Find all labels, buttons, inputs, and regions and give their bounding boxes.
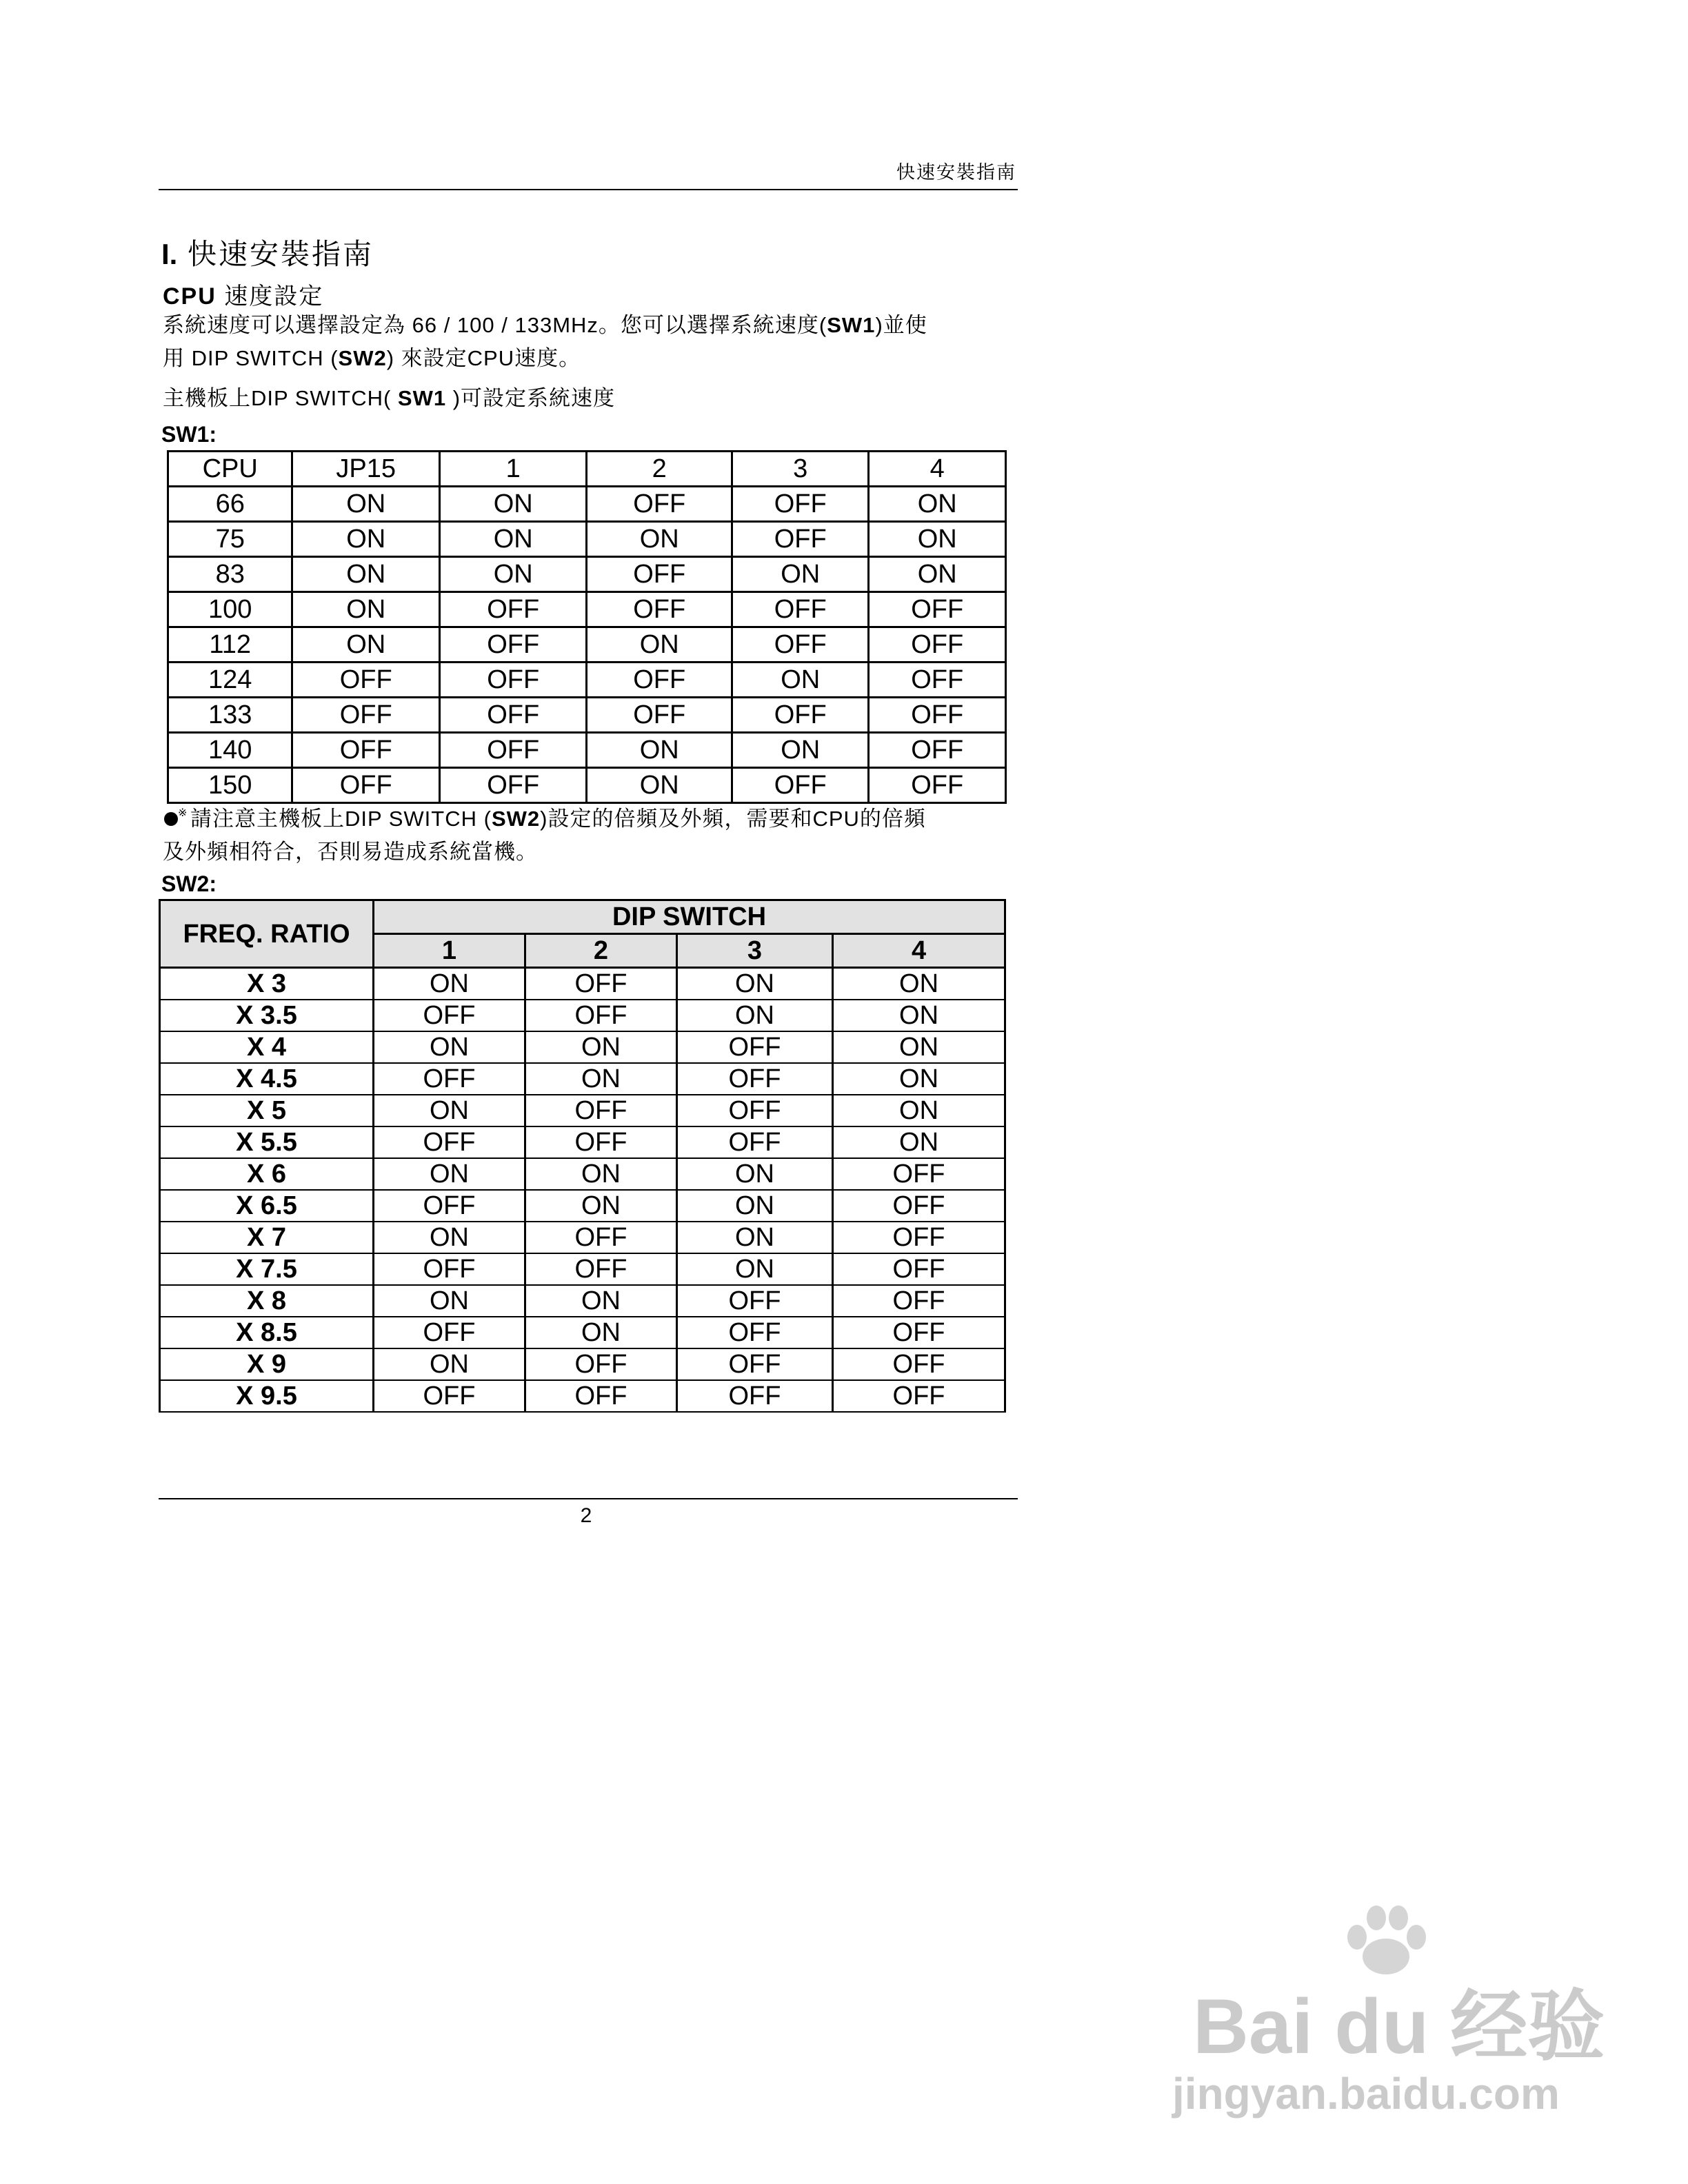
cpu-speed-cell: 124: [168, 663, 292, 698]
switch-state-cell: ON: [292, 487, 440, 522]
switch-state-cell: OFF: [677, 1285, 833, 1317]
watermark-url: jingyan.baidu.com: [1172, 2069, 1560, 2119]
switch-state-cell: OFF: [732, 522, 868, 557]
switch-number-header: 4: [833, 934, 1005, 968]
freq-ratio-cell: X 4.5: [160, 1063, 374, 1095]
freq-ratio-cell: X 5: [160, 1095, 374, 1126]
intro-line-1: [163, 309, 1018, 342]
switch-state-cell: ON: [833, 1063, 1005, 1095]
switch-state-cell: ON: [439, 557, 587, 592]
header-rule: [159, 189, 1018, 190]
section-number: I.: [161, 238, 178, 270]
switch-state-cell: ON: [525, 1031, 677, 1063]
switch-state-cell: OFF: [677, 1126, 833, 1158]
switch-state-cell: ON: [677, 1222, 833, 1253]
switch-number-header: 2: [525, 934, 677, 968]
switch-state-cell: ON: [732, 733, 868, 768]
sw1-column-header: CPU: [168, 452, 292, 487]
switch-state-cell: OFF: [869, 698, 1006, 733]
intro-text: 系統速度可以選擇設定為 66 / 100 / 133MHz。您可以選擇系統速度(: [163, 313, 827, 337]
freq-ratio-cell: X 9: [160, 1348, 374, 1380]
sw2-label: SW2:: [161, 871, 217, 896]
intro-text: 主機板上DIP SWITCH(: [163, 386, 392, 410]
cpu-speed-cell: 140: [168, 733, 292, 768]
switch-state-cell: OFF: [833, 1285, 1005, 1317]
switch-state-cell: OFF: [587, 487, 732, 522]
cpu-speed-cell: 133: [168, 698, 292, 733]
intro-bold: SW1: [391, 386, 453, 410]
switch-state-cell: ON: [869, 557, 1006, 592]
switch-state-cell: OFF: [439, 733, 587, 768]
switch-state-cell: OFF: [833, 1190, 1005, 1222]
switch-state-cell: ON: [525, 1285, 677, 1317]
switch-state-cell: OFF: [439, 768, 587, 803]
switch-state-cell: ON: [439, 487, 587, 522]
table-row: [160, 1190, 1005, 1222]
note-line-1: [163, 802, 1018, 836]
table-row: [160, 1095, 1005, 1126]
sw1-header-row: [168, 452, 1006, 487]
switch-state-cell: ON: [292, 592, 440, 627]
freq-ratio-cell: X 9.5: [160, 1380, 374, 1412]
switch-state-cell: ON: [869, 487, 1006, 522]
cpu-speed-cell: 66: [168, 487, 292, 522]
freq-ratio-cell: X 3: [160, 968, 374, 1000]
table-row: [160, 1000, 1005, 1031]
cpu-speed-cell: 83: [168, 557, 292, 592]
cpu-speed-cell: 150: [168, 768, 292, 803]
switch-state-cell: ON: [833, 1126, 1005, 1158]
baidu-watermark: [1172, 1903, 1605, 2130]
switch-state-cell: ON: [374, 968, 525, 1000]
dip-switch-header: DIP SWITCH: [374, 900, 1005, 934]
switch-state-cell: OFF: [439, 592, 587, 627]
sw2-table: [159, 899, 1006, 1413]
freq-ratio-cell: X 6: [160, 1158, 374, 1190]
switch-state-cell: OFF: [869, 733, 1006, 768]
switch-state-cell: OFF: [833, 1253, 1005, 1285]
section-title-text: 快速安裝指南: [188, 238, 374, 270]
switch-state-cell: OFF: [374, 1380, 525, 1412]
table-row: [168, 592, 1006, 627]
sw1-column-header: 2: [587, 452, 732, 487]
switch-state-cell: OFF: [525, 1380, 677, 1412]
freq-ratio-cell: X 5.5: [160, 1126, 374, 1158]
intro-text: )可設定系統速度: [452, 386, 616, 410]
freq-ratio-header: FREQ. RATIO: [160, 900, 374, 968]
switch-state-cell: OFF: [374, 1253, 525, 1285]
switch-state-cell: ON: [374, 1285, 525, 1317]
running-header: 快速安裝指南: [896, 162, 1016, 183]
intro-line-2: [163, 342, 1018, 375]
note-bold: SW2: [491, 807, 541, 831]
sw2-header-row: [160, 900, 1005, 934]
switch-state-cell: OFF: [374, 1063, 525, 1095]
switch-state-cell: ON: [677, 1253, 833, 1285]
switch-state-cell: OFF: [292, 663, 440, 698]
table-row: [160, 1126, 1005, 1158]
switch-state-cell: OFF: [525, 1095, 677, 1126]
switch-state-cell: ON: [833, 1000, 1005, 1031]
freq-ratio-cell: X 7: [160, 1222, 374, 1253]
switch-state-cell: ON: [869, 522, 1006, 557]
switch-state-cell: OFF: [374, 1317, 525, 1348]
subheading-bold: CPU: [163, 283, 217, 310]
switch-state-cell: OFF: [869, 627, 1006, 663]
intro-text: ) 來設定CPU速度。: [386, 346, 581, 370]
switch-state-cell: ON: [587, 522, 732, 557]
switch-state-cell: OFF: [292, 733, 440, 768]
switch-state-cell: ON: [677, 1000, 833, 1031]
switch-state-cell: OFF: [587, 592, 732, 627]
switch-state-cell: OFF: [732, 768, 868, 803]
sw1-column-header: 3: [732, 452, 868, 487]
switch-state-cell: OFF: [732, 487, 868, 522]
table-row: [160, 1031, 1005, 1063]
note-line-2: 及外頻相符合，否則易造成系統當機。: [163, 840, 538, 864]
switch-state-cell: OFF: [833, 1317, 1005, 1348]
switch-state-cell: OFF: [869, 663, 1006, 698]
freq-ratio-cell: X 3.5: [160, 1000, 374, 1031]
switch-state-cell: OFF: [833, 1158, 1005, 1190]
watermark-brand: Bai du 经验: [1193, 1983, 1605, 2070]
switch-state-cell: OFF: [374, 1190, 525, 1222]
switch-state-cell: ON: [677, 1158, 833, 1190]
switch-state-cell: ON: [374, 1031, 525, 1063]
table-row: [160, 1285, 1005, 1317]
switch-state-cell: OFF: [587, 698, 732, 733]
switch-state-cell: OFF: [525, 1253, 677, 1285]
switch-state-cell: OFF: [439, 698, 587, 733]
subheading: [163, 277, 323, 311]
switch-state-cell: OFF: [525, 1348, 677, 1380]
freq-ratio-cell: X 4: [160, 1031, 374, 1063]
switch-state-cell: OFF: [292, 768, 440, 803]
cpu-speed-cell: 112: [168, 627, 292, 663]
switch-state-cell: ON: [292, 627, 440, 663]
svg-text:※: ※: [178, 807, 188, 819]
table-row: [160, 1348, 1005, 1380]
switch-state-cell: ON: [374, 1095, 525, 1126]
switch-state-cell: ON: [833, 968, 1005, 1000]
freq-ratio-cell: X 7.5: [160, 1253, 374, 1285]
cpu-speed-cell: 75: [168, 522, 292, 557]
switch-state-cell: OFF: [833, 1380, 1005, 1412]
switch-state-cell: OFF: [732, 592, 868, 627]
switch-state-cell: ON: [525, 1158, 677, 1190]
switch-number-header: 1: [374, 934, 525, 968]
sw1-column-header: 1: [439, 452, 587, 487]
switch-state-cell: OFF: [525, 1126, 677, 1158]
switch-state-cell: OFF: [677, 1317, 833, 1348]
section-title: [161, 232, 374, 273]
switch-state-cell: OFF: [833, 1348, 1005, 1380]
switch-state-cell: ON: [833, 1095, 1005, 1126]
table-row: [160, 1380, 1005, 1412]
switch-state-cell: OFF: [677, 1380, 833, 1412]
switch-state-cell: ON: [292, 557, 440, 592]
switch-state-cell: OFF: [677, 1095, 833, 1126]
intro-line-3: [163, 382, 1018, 415]
switch-state-cell: ON: [587, 733, 732, 768]
switch-state-cell: OFF: [587, 663, 732, 698]
switch-state-cell: OFF: [677, 1063, 833, 1095]
switch-state-cell: OFF: [587, 557, 732, 592]
switch-state-cell: ON: [732, 663, 868, 698]
footer-rule: [159, 1498, 1018, 1499]
switch-state-cell: ON: [833, 1031, 1005, 1063]
subheading-text: 速度設定: [216, 283, 324, 310]
switch-state-cell: OFF: [525, 1000, 677, 1031]
switch-state-cell: ON: [587, 627, 732, 663]
cpu-speed-cell: 100: [168, 592, 292, 627]
switch-state-cell: OFF: [525, 1222, 677, 1253]
switch-state-cell: ON: [374, 1222, 525, 1253]
note-text: 請注意主機板上DIP SWITCH (: [190, 807, 492, 831]
table-row: [168, 522, 1006, 557]
table-row: [168, 663, 1006, 698]
intro-text: )並使: [875, 313, 927, 337]
switch-state-cell: ON: [292, 522, 440, 557]
table-row: [168, 487, 1006, 522]
freq-ratio-cell: X 6.5: [160, 1190, 374, 1222]
sw1-column-header: JP15: [292, 452, 440, 487]
note-text: )設定的倍頻及外頻，需要和CPU的倍頻: [540, 807, 926, 831]
switch-state-cell: ON: [587, 768, 732, 803]
intro-bold: SW2: [338, 346, 387, 370]
switch-state-cell: OFF: [292, 698, 440, 733]
switch-state-cell: ON: [677, 1190, 833, 1222]
table-row: [160, 1222, 1005, 1253]
switch-state-cell: OFF: [869, 768, 1006, 803]
bullet-icon: [163, 807, 190, 829]
switch-state-cell: ON: [374, 1158, 525, 1190]
switch-state-cell: OFF: [732, 698, 868, 733]
switch-number-header: 3: [677, 934, 833, 968]
sw1-table: [167, 450, 1007, 804]
table-row: [168, 768, 1006, 803]
sw1-column-header: 4: [869, 452, 1006, 487]
freq-ratio-cell: X 8.5: [160, 1317, 374, 1348]
switch-state-cell: ON: [677, 968, 833, 1000]
table-row: [160, 1063, 1005, 1095]
intro-text: 用 DIP SWITCH (: [163, 346, 339, 370]
switch-state-cell: ON: [525, 1063, 677, 1095]
table-row: [160, 1158, 1005, 1190]
switch-state-cell: OFF: [732, 627, 868, 663]
table-row: [168, 557, 1006, 592]
switch-state-cell: OFF: [677, 1031, 833, 1063]
table-row: [168, 733, 1006, 768]
switch-state-cell: OFF: [869, 592, 1006, 627]
table-row: [168, 698, 1006, 733]
switch-state-cell: OFF: [439, 663, 587, 698]
switch-state-cell: ON: [439, 522, 587, 557]
switch-state-cell: OFF: [374, 1000, 525, 1031]
table-row: [160, 1253, 1005, 1285]
sw1-label: SW1:: [161, 422, 217, 447]
switch-state-cell: ON: [525, 1190, 677, 1222]
table-row: [160, 1317, 1005, 1348]
intro-bold: SW1: [827, 313, 876, 337]
switch-state-cell: OFF: [833, 1222, 1005, 1253]
page-number: 2: [580, 1504, 592, 1527]
table-row: [160, 968, 1005, 1000]
switch-state-cell: OFF: [374, 1126, 525, 1158]
switch-state-cell: ON: [374, 1348, 525, 1380]
switch-state-cell: OFF: [677, 1348, 833, 1380]
switch-state-cell: OFF: [525, 968, 677, 1000]
switch-state-cell: OFF: [439, 627, 587, 663]
switch-state-cell: ON: [732, 557, 868, 592]
freq-ratio-cell: X 8: [160, 1285, 374, 1317]
switch-state-cell: ON: [525, 1317, 677, 1348]
table-row: [168, 627, 1006, 663]
